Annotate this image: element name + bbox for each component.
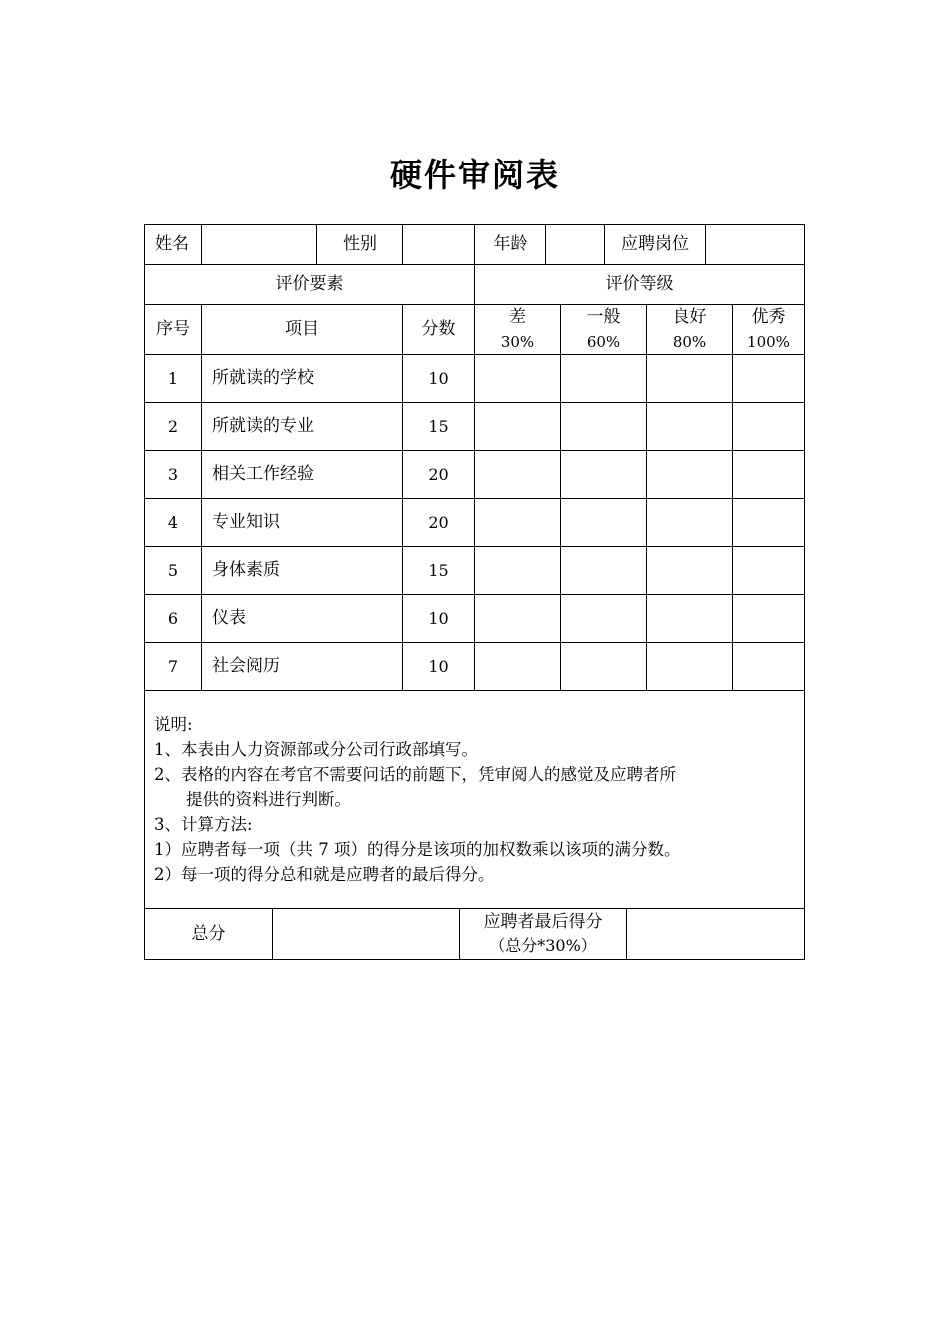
grade-excellent-header — [733, 305, 804, 354]
row-score: 10 — [428, 656, 449, 676]
row-score: 15 — [428, 560, 449, 580]
notes-heading: 说明: — [154, 715, 193, 734]
row-score: 10 — [428, 608, 449, 628]
page-title: 硬件审阅表 — [389, 156, 560, 194]
row-score: 15 — [428, 416, 449, 436]
row-index: 4 — [167, 512, 179, 532]
row-score: 20 — [428, 512, 449, 532]
total-label: 总分 — [191, 923, 226, 944]
score-column-header: 分数 — [421, 319, 456, 339]
row-item: 所就读的专业 — [212, 416, 314, 436]
final-score-title: 应聘者最后得分 — [483, 912, 603, 932]
grade-pct: 80% — [672, 332, 707, 351]
grade-label: 优秀 — [751, 306, 786, 327]
row-item: 相关工作经验 — [212, 464, 314, 484]
row-index: 7 — [167, 656, 179, 676]
final-score-formula: （总分*30%） — [489, 936, 597, 955]
grade-average-header — [561, 305, 646, 354]
grade-label: 一般 — [586, 306, 621, 327]
grade-pct: 60% — [586, 332, 621, 351]
final-score-field[interactable] — [627, 909, 804, 959]
grades-header: 评价等级 — [605, 274, 674, 294]
note-line-2-cont: 提供的资料进行判断。 — [186, 790, 351, 809]
grade-poor-header — [475, 305, 560, 354]
note-line-2: 2、表格的内容在考官不需要问话的前题下，凭审阅人的感觉及应聘者所 — [154, 765, 676, 784]
row-index: 5 — [167, 560, 179, 580]
position-label: 应聘岗位 — [621, 234, 689, 254]
note-line-1: 1、本表由人力资源部或分公司行政部填写。 — [154, 740, 478, 759]
grade-label: 差 — [509, 306, 526, 327]
row-index: 1 — [167, 368, 179, 388]
item-column-header: 项目 — [285, 319, 319, 339]
name-field[interactable] — [202, 225, 316, 264]
note-line-4: 1）应聘者每一项（共 7 项）的得分是该项的加权数乘以该项的满分数。 — [154, 840, 681, 859]
gender-label: 性别 — [343, 234, 377, 254]
row-score: 20 — [428, 464, 449, 484]
grade-pct: 30% — [500, 332, 535, 351]
final-score-label — [460, 909, 626, 959]
grade-good-header — [647, 305, 732, 354]
name-label: 姓名 — [155, 234, 189, 254]
row-item: 社会阅历 — [212, 656, 280, 676]
age-field[interactable] — [546, 225, 604, 264]
row-score: 10 — [428, 368, 449, 388]
grade-pct: 100% — [747, 332, 790, 351]
total-field[interactable] — [273, 909, 459, 959]
index-column-header: 序号 — [156, 319, 190, 339]
position-field[interactable] — [706, 225, 804, 264]
row-index: 6 — [167, 608, 179, 628]
row-item: 仪表 — [212, 608, 246, 628]
row-item: 所就读的学校 — [212, 368, 314, 388]
grade-label: 良好 — [672, 306, 707, 327]
row-index: 3 — [167, 464, 179, 484]
row-item: 身体素质 — [212, 560, 280, 580]
gender-field[interactable] — [403, 225, 474, 264]
row-index: 2 — [167, 416, 179, 436]
elements-header: 评价要素 — [275, 274, 344, 294]
note-line-3: 3、计算方法: — [154, 815, 253, 834]
note-line-5: 2）每一项的得分总和就是应聘者的最后得分。 — [154, 865, 495, 884]
row-item: 专业知识 — [212, 512, 280, 532]
age-label: 年龄 — [493, 234, 528, 254]
